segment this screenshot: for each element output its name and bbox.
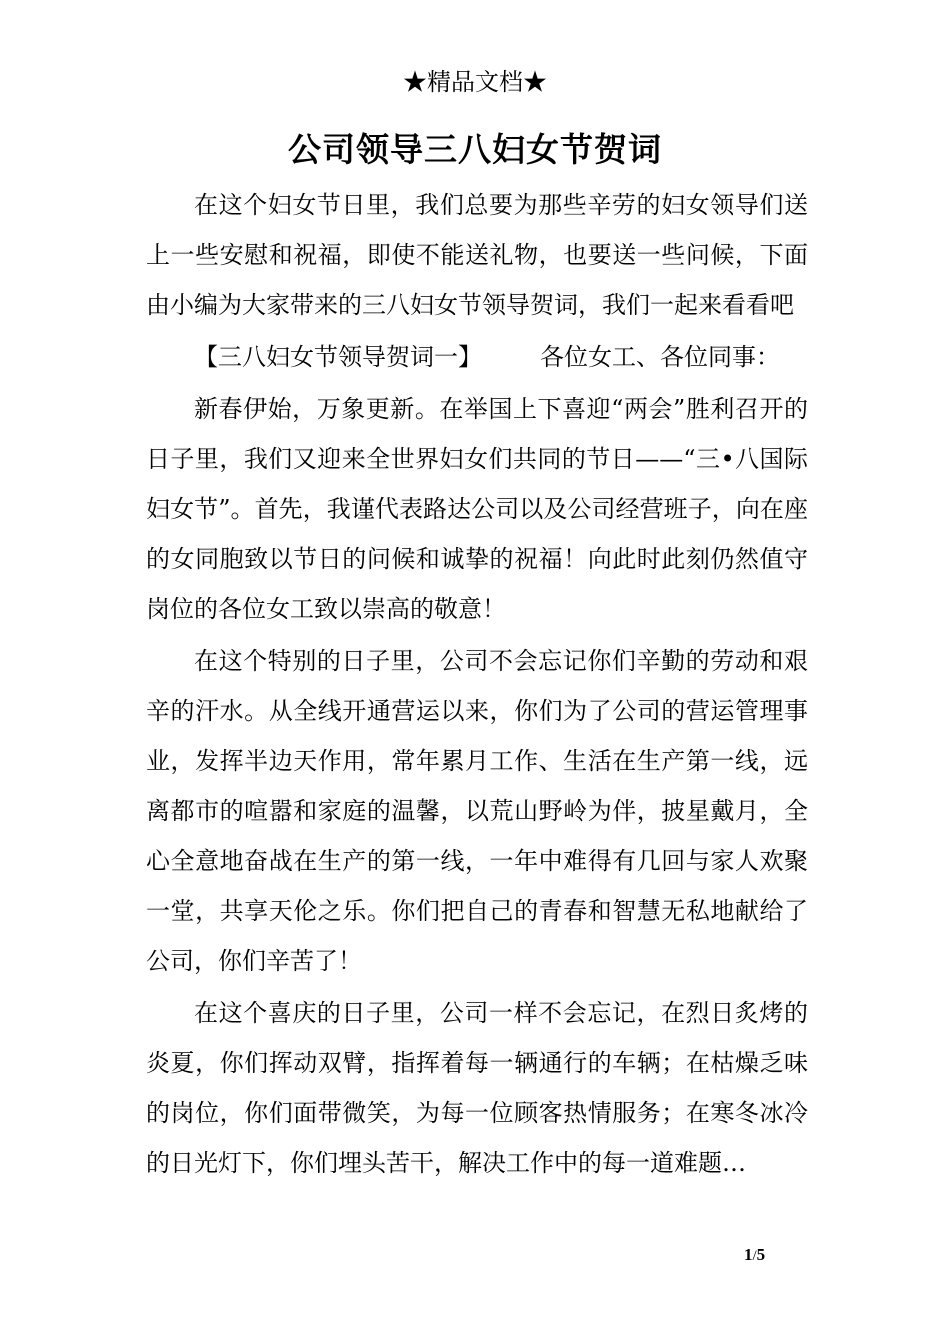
document-body xyxy=(146,180,808,1190)
section-heading: 【三八妇女节领导贺词一】 xyxy=(194,343,482,371)
page-separator: / xyxy=(752,1248,757,1264)
page-number xyxy=(744,1244,765,1267)
document-title: 公司领导三八妇女节贺词 xyxy=(288,130,662,169)
section-heading-line xyxy=(146,332,808,382)
total-pages: 5 xyxy=(756,1245,766,1264)
intro-paragraph: 在这个妇女节日里，我们总要为那些辛劳的妇女领导们送上一些安慰和祝福，即使不能送礼物，也要送一些问候，下面由小编为大家带来的三八妇女节领导贺词，我们一起来看看吧 xyxy=(146,191,808,319)
page-header: ★精品文档★ xyxy=(403,68,547,96)
current-page: 1 xyxy=(744,1245,753,1264)
body-paragraph: 在这个特别的日子里，公司不会忘记你们辛勤的劳动和艰辛的汗水。从全线开通营运以来，你们为了公司的营运管理事业，发挥半边天作用，常年累月工作、生活在生产第一线，远离都市的喧嚣和家庭的温馨，以荒山野岭为伴，披星戴月，全心全意地奋战在生产的第一线，一年中难得有几回与家人欢聚一堂，共享天伦之乐。你们把自己的青春和智慧无私地献给了公司，你们辛苦了！ xyxy=(146,647,808,975)
body-paragraph: 在这个喜庆的日子里，公司一样不会忘记，在烈日炙烤的炎夏，你们挥动双臂，指挥着每一辆通行的车辆；在枯燥乏味的岗位，你们面带微笑，为每一位顾客热情服务；在寒冬冰冷的日光灯下，你们埋头苦干，解决工作中的每一道难题… xyxy=(146,999,808,1177)
section-salutation: 各位女工、各位同事： xyxy=(540,343,780,371)
body-paragraph: 新春伊始，万象更新。在举国上下喜迎“两会”胜利召开的日子里，我们又迎来全世界妇女们共同的节日——“三•八国际妇女节”。首先，我谨代表路达公司以及公司经营班子，向在座的女同胞致以节日的问候和诚挚的祝福！向此时此刻仍然值守岗位的各位女工致以崇高的敬意！ xyxy=(146,395,808,623)
